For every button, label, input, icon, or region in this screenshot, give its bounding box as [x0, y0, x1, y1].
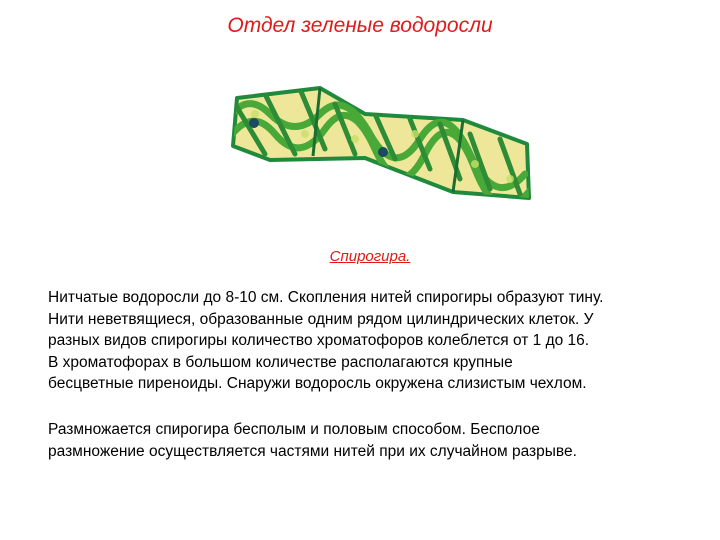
text-line: разных видов спирогиры количество хроматофоров колеблется от 1 до 16.: [48, 332, 590, 349]
figure-caption: Спирогира.: [329, 248, 411, 265]
spirogyra-filament-illustration: [225, 84, 535, 208]
text-line: размножение осуществляется частями нитей при их случайном разрыве.: [48, 442, 577, 460]
text-line: В хроматофорах в большом количестве располагаются крупные: [48, 353, 513, 371]
nucleus-icon: [378, 147, 388, 157]
nucleus-icon: [249, 118, 259, 128]
filament-body: [225, 88, 535, 206]
slide-title: Отдел зеленые водоросли: [227, 14, 493, 37]
text-line: Размножается спирогира бесполым и половым способом. Бесполое: [48, 421, 540, 438]
text-line: Нити неветвящиеся, образованные одним рядом цилиндрических клеток. У: [48, 310, 594, 328]
paragraph-reproduction: [48, 419, 688, 462]
text-line: Нитчатые водоросли до 8-10 см. Скопления нитей спирогиры образуют тину.: [48, 289, 604, 306]
paragraph-description: [48, 287, 688, 395]
text-line: бесцветные пиреноиды. Снаружи водоросль окружена слизистым чехлом.: [48, 375, 587, 392]
